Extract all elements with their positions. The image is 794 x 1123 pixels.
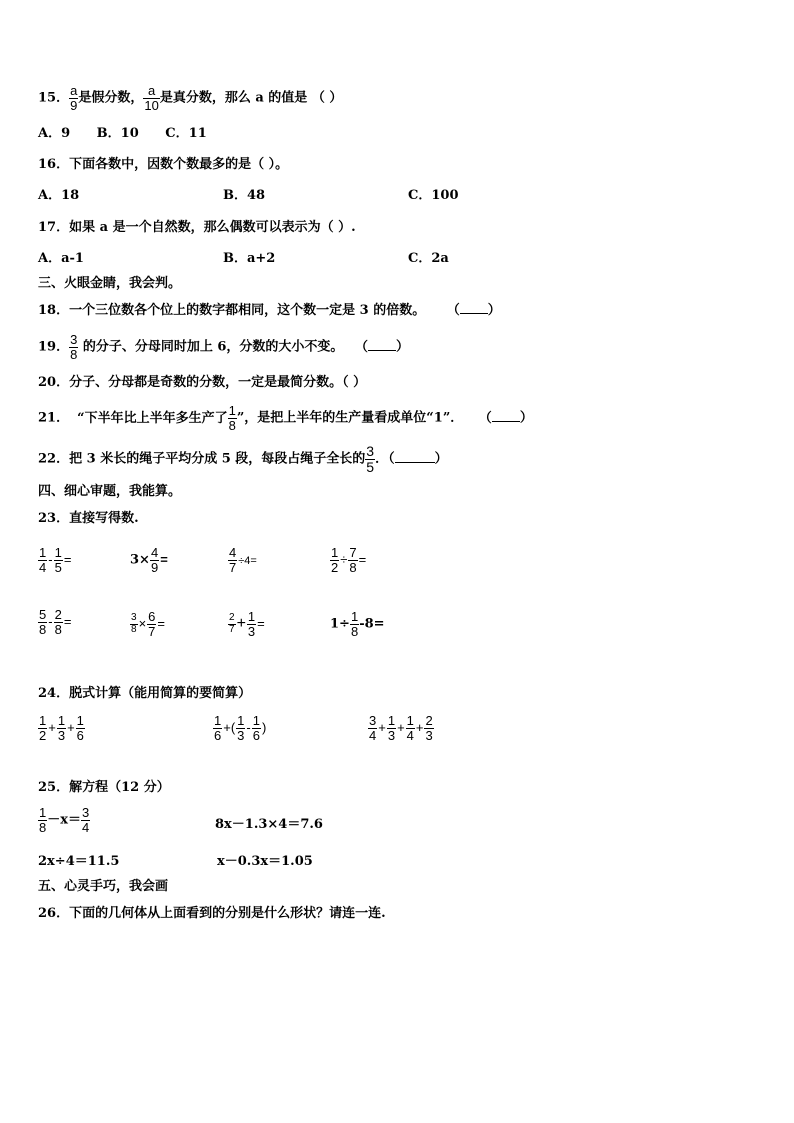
- expr-23-4: $\frac{1}{2}$ ÷ $\frac{7}{8}$ =: [331, 545, 367, 575]
- question-16-option-b: B．48: [223, 188, 266, 203]
- question-17-option-b: B．a+2: [223, 251, 276, 266]
- question-21: 21． “下半年比上半年多生产了 $\frac{1}{8}$ ”，是把上半年的生产量看成单位“1”． （ ）: [38, 403, 533, 433]
- fraction: $\frac{a}{10}$: [144, 83, 159, 113]
- option-c: C．11: [165, 126, 207, 141]
- expr-24-1: $\frac{1}{2}$ + $\frac{1}{3}$ + $\frac{1}{6}$: [39, 713, 84, 743]
- fraction: $\frac{a}{9}$: [70, 83, 78, 113]
- question-23: 23．直接写得数.: [38, 511, 139, 526]
- section-5-heading: 五、心灵手巧，我会画: [38, 879, 169, 894]
- question-16: 16．下面各数中，因数个数最多的是（ ）。: [38, 157, 289, 172]
- question-17: 17．如果 a 是一个自然数，那么偶数可以表示为（ ）.: [38, 220, 356, 235]
- answer-blank[interactable]: [460, 313, 488, 314]
- equation-25-4: x－0.3x＝1.05: [217, 854, 313, 869]
- equation-25-2: 8x－1.3×4＝7.6: [215, 817, 323, 832]
- question-18: 18．一个三位数各个位上的数字都相同，这个数一定是 3 的倍数。 （ ）: [38, 303, 501, 318]
- question-15-options: [38, 127, 207, 140]
- question-17-option-a: A．a-1: [38, 251, 84, 266]
- question-16-option-c: C．100: [408, 188, 459, 203]
- question-19: 19． $\frac{3}{8}$ 的分子、分母同时加上 6，分数的大小不变。 （ ）: [38, 332, 409, 362]
- equation-25-1: $\frac{1}{8}$ －x＝ $\frac{3}{4}$: [39, 805, 90, 835]
- expr-23-3: $\frac{4}{7}$ ÷4=: [229, 545, 257, 575]
- answer-blank[interactable]: [492, 421, 520, 422]
- fraction: $\frac{3}{8}$: [70, 332, 78, 362]
- question-22: 22．把 3 米长的绳子平均分成 5 段，每段占绳子全长的 $\frac{3}{5}$ ．（ ）: [38, 443, 448, 475]
- answer-blank[interactable]: [395, 462, 435, 463]
- question-24: 24．脱式计算（能用简算的要简算）: [38, 686, 252, 701]
- equation-25-3: 2x÷4＝11.5: [38, 854, 120, 869]
- question-17-option-c: C．2a: [408, 251, 449, 266]
- question-15: 15． $\frac{a}{9}$ 是假分数， $\frac{a}{10}$ 是真分数，那么 a 的值是 （ ）: [38, 83, 343, 113]
- expr-23-2: 3× $\frac{4}{9}$ =: [130, 545, 168, 575]
- question-25: 25．解方程（12 分）: [38, 780, 170, 795]
- option-a: A．9: [38, 126, 71, 141]
- expr-23-8: 1÷ $\frac{1}{8}$ -8=: [330, 609, 385, 639]
- option-b: B．10: [96, 126, 139, 141]
- question-20: 20．分子、分母都是奇数的分数，一定是最简分数。（ ）: [38, 375, 367, 390]
- expr-23-5: $\frac{5}{8}$ - $\frac{2}{8}$ =: [39, 607, 72, 637]
- expr-23-7: $\frac{2}{7}$ + $\frac{1}{3}$ =: [229, 609, 265, 639]
- expr-23-1: $\frac{1}{4}$ - $\frac{1}{5}$ =: [39, 545, 72, 575]
- section-4-heading: 四、细心审题，我能算。: [38, 484, 182, 499]
- fraction: $\frac{3}{5}$: [366, 443, 375, 475]
- fraction: $\frac{1}{8}$: [228, 403, 236, 433]
- question-16-option-a: A．18: [38, 188, 80, 203]
- answer-blank[interactable]: [368, 350, 396, 351]
- section-3-heading: 三、火眼金睛，我会判。: [38, 276, 182, 291]
- expr-23-6: $\frac{3}{8}$ × $\frac{6}{7}$ =: [131, 609, 165, 639]
- expr-24-2: $\frac{1}{6}$ +( $\frac{1}{3}$ - $\frac{1}{6}$ ): [214, 713, 267, 743]
- expr-24-3: $\frac{3}{4}$ + $\frac{1}{3}$ + $\frac{1}{4}$ + $\frac{2}{3}$: [369, 713, 433, 743]
- question-26: 26．下面的几何体从上面看到的分别是什么形状？请连一连.: [38, 906, 386, 921]
